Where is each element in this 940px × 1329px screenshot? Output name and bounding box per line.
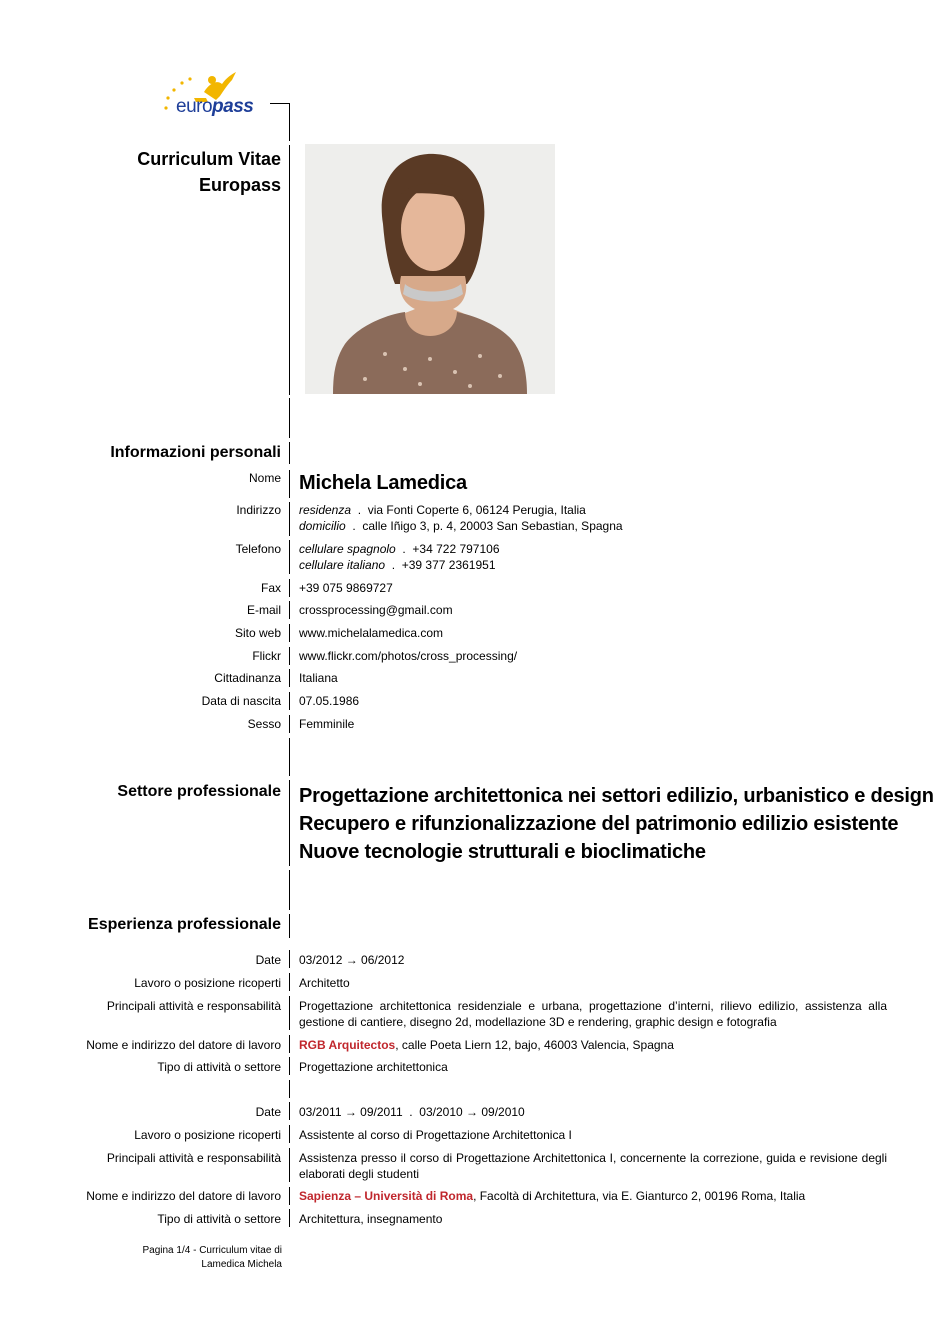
label-position: Lavoro o posizione ricoperti: [134, 976, 281, 990]
sector-line-1: Progettazione architettonica nei settori edilizio, urbanistico e design: [299, 785, 934, 807]
divider-seg: [289, 103, 290, 141]
job-1-employer-name: RGB Arquitectos: [299, 1038, 396, 1052]
job-1-employer-address: , calle Poeta Liern 12, bajo, 46003 Valencia, Spagna: [395, 1038, 674, 1052]
divider-seg: [289, 502, 290, 536]
portrait-image: [305, 144, 555, 394]
label-fax: Fax: [260, 581, 281, 595]
birth-value: 07.05.1986: [299, 694, 360, 708]
doc-title-line1: Curriculum Vitae: [137, 149, 281, 169]
divider-seg: [289, 601, 290, 619]
job-1-employer: [299, 1037, 887, 1053]
job-1-activities: Progettazione architettonica residenziale e urbana, progettazione d’interni, rilievo edilizio, assistenza alla gestione di cantiere, disegno 2d, modellazione 3D e rendering, graphic design e fotografia: [299, 999, 887, 1029]
job-2-activities: Assistenza presso il corso di Progettazione Architettonica I, concernente la correzione, guida e revisione degli elaborati degli studenti: [299, 1151, 887, 1181]
divider-seg: [289, 1209, 290, 1227]
divider-seg: [289, 470, 290, 498]
divider-seg: [289, 738, 290, 776]
label-position: Lavoro o posizione ricoperti: [134, 1128, 281, 1142]
divider-seg: [289, 1125, 290, 1143]
divider-seg: [289, 145, 290, 395]
divider-seg: [289, 442, 290, 464]
label-employer: Nome e indirizzo del datore di lavoro: [86, 1189, 281, 1203]
divider-seg: [289, 996, 290, 1030]
job-2-date: 03/2011 → 09/2011 . 03/2010 → 09/2010: [299, 1105, 525, 1119]
sex-value: Femminile: [299, 717, 355, 731]
job-2-type: Architettura, insegnamento: [299, 1212, 443, 1226]
person-name: Michela Lamedica: [299, 472, 467, 494]
email-link[interactable]: crossprocessing@gmail.com: [299, 603, 453, 617]
phone2-label: cellulare italiano: [299, 558, 386, 572]
address1-value: via Fonti Coperte 6, 06124 Perugia, Italia: [367, 503, 586, 517]
section-heading-sector: Settore professionale: [117, 783, 281, 800]
divider-seg: [289, 1102, 290, 1120]
divider-seg: [289, 1187, 290, 1205]
address2-label: domicilio: [299, 519, 346, 533]
europass-logo: [160, 68, 270, 128]
divider-seg: [289, 692, 290, 710]
address2-value: calle Iñigo 3, p. 4, 20003 San Sebastian, Spagna: [362, 519, 623, 533]
phone2-value: +39 377 2361951: [401, 558, 496, 572]
corner-top-line: [270, 103, 290, 104]
label-address: Indirizzo: [236, 503, 281, 517]
sector-line-2: Recupero e rifunzionalizzazione del patrimonio edilizio esistente: [299, 813, 899, 835]
job-2-employer: [299, 1188, 887, 1204]
doc-title-line2: Europass: [198, 175, 281, 195]
divider-seg: [289, 1035, 290, 1053]
flickr-link[interactable]: www.flickr.com/photos/cross_processing/: [299, 649, 518, 663]
label-date: Date: [255, 953, 281, 967]
label-email: E-mail: [246, 603, 281, 617]
divider-seg: [289, 398, 290, 438]
label-web: Sito web: [234, 626, 281, 640]
divider-seg: [289, 870, 290, 910]
phone1-label: cellulare spagnolo: [299, 542, 396, 556]
label-activities: Principali attività e responsabilità: [106, 1151, 281, 1165]
job-1-date: 03/2012 → 06/2012: [299, 953, 405, 967]
divider-seg: [289, 579, 290, 597]
label-name: Nome: [248, 471, 281, 485]
label-activities: Principali attività e responsabilità: [106, 999, 281, 1013]
section-heading-experience: Esperienza professionale: [88, 916, 281, 933]
address1-label: residenza: [299, 503, 352, 517]
label-type: Tipo di attività o settore: [157, 1060, 281, 1074]
footer-line-1: Pagina 1/4 - Curriculum vitae di: [142, 1245, 282, 1256]
job-2-position: Assistente al corso di Progettazione Architettonica I: [299, 1128, 572, 1142]
website-link[interactable]: www.michelalamedica.com: [299, 626, 444, 640]
label-citizenship: Cittadinanza: [214, 671, 281, 685]
logo-text-euro: euro: [176, 96, 213, 117]
label-sex: Sesso: [247, 717, 281, 731]
divider-seg: [289, 950, 290, 968]
sector-lines: [299, 782, 934, 866]
footer-line-2: Lamedica Michela: [201, 1259, 282, 1270]
divider-seg: [289, 1148, 290, 1182]
job-2-employer-name: Sapienza – Università di Roma: [299, 1189, 474, 1203]
page-footer: [142, 1244, 282, 1272]
divider-seg: [289, 1080, 290, 1098]
address-block: residenza . via Fonti Coperte 6, 06124 Perugia, Italia domicilio . calle Iñigo 3, p. 4, 20003 San Sebastian, Spagna: [299, 503, 623, 533]
divider-seg: [289, 647, 290, 665]
divider-seg: [289, 624, 290, 642]
label-date: Date: [255, 1105, 281, 1119]
section-heading-personal: Informazioni personali: [110, 444, 281, 461]
logo-text-pass: pass: [212, 96, 254, 117]
divider-seg: [289, 973, 290, 991]
job-1-position: Architetto: [299, 976, 350, 990]
job-1-type: Progettazione architettonica: [299, 1060, 448, 1074]
divider-seg: [289, 1057, 290, 1075]
doc-title: [137, 146, 281, 198]
profile-photo: [305, 144, 555, 394]
phone-block: cellulare spagnolo . +34 722 797106 cellulare italiano . +39 377 2361951: [299, 542, 500, 572]
divider-seg: [289, 914, 290, 938]
label-birth: Data di nascita: [201, 694, 281, 708]
divider-seg: [289, 780, 290, 866]
job-2-employer-address: , Facoltà di Architettura, via E. Gianturco 2, 00196 Roma, Italia: [473, 1189, 806, 1203]
fax-value: +39 075 9869727: [299, 581, 393, 595]
divider-seg: [289, 715, 290, 733]
label-phone: Telefono: [235, 542, 281, 556]
sector-line-3: Nuove tecnologie strutturali e bioclimatiche: [299, 841, 706, 863]
citizenship-value: Italiana: [299, 671, 338, 685]
phone1-value: +34 722 797106: [412, 542, 500, 556]
divider-seg: [289, 669, 290, 687]
divider-seg: [289, 540, 290, 574]
label-type: Tipo di attività o settore: [157, 1212, 281, 1226]
label-employer: Nome e indirizzo del datore di lavoro: [86, 1038, 281, 1052]
label-flickr: Flickr: [252, 649, 281, 663]
